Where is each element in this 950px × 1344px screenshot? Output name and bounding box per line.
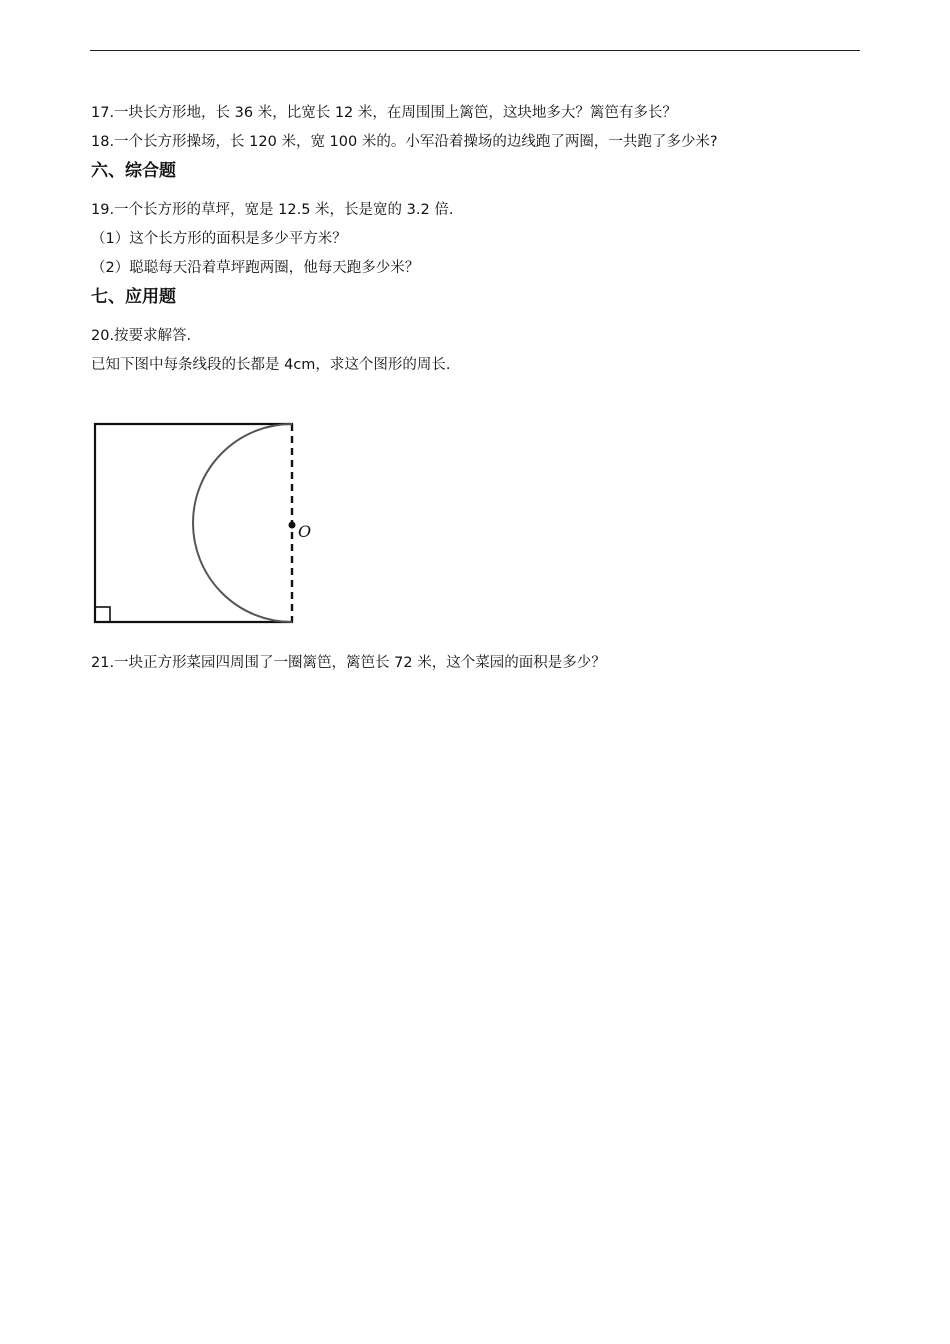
question-19: 19.一个长方形的草坪，宽是 12.5 米，长是宽的 3.2 倍. (91, 202, 454, 218)
square-semicircle-diagram (88, 418, 328, 630)
center-label: O (298, 522, 312, 541)
semicircle-arc (193, 424, 292, 622)
question-17: 17.一块长方形地，长 36 米，比宽长 12 米，在周围围上篱笆，这块地多大？篱笆有多长？ (91, 105, 677, 121)
section-heading-comprehensive: 六、综合题 (91, 161, 176, 181)
question-18: 18.一个长方形操场，长 120 米，宽 100 米的。小军沿着操场的边线跑了两圈，一共跑了多少米? (91, 134, 718, 150)
question-20-instruction: 已知下图中每条线段的长都是 4cm，求这个图形的周长. (91, 357, 451, 373)
question-19-part-2: （2）聪聪每天沿着草坪跑两圈，他每天跑多少米？ (91, 260, 420, 276)
question-19-part-1: （1）这个长方形的面积是多少平方米？ (91, 231, 347, 247)
geometry-figure (88, 418, 328, 630)
section-heading-application: 七、应用题 (91, 287, 176, 307)
question-20: 20.按要求解答. (91, 328, 192, 344)
header-rule (90, 50, 860, 51)
right-angle-marker (95, 607, 110, 622)
question-21: 21.一块正方形菜园四周围了一圈篱笆，篱笆长 72 米，这个菜园的面积是多少？ (91, 655, 606, 671)
center-point (289, 522, 296, 529)
